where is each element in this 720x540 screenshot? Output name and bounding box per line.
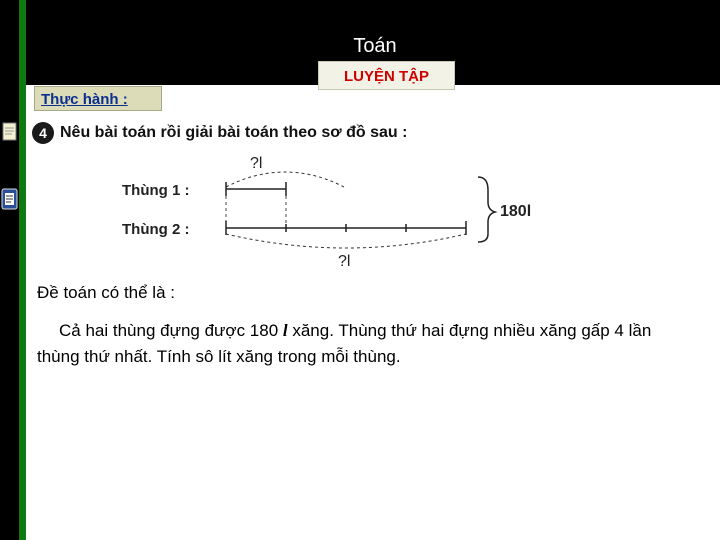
intro-text: Đề toán có thể là : (37, 283, 175, 302)
document-icon[interactable] (1, 188, 18, 210)
total-label: 180l (500, 203, 532, 220)
bottom-unknown-label: ?l (338, 253, 351, 270)
top-brace (226, 172, 344, 187)
unit-symbol: l (282, 321, 288, 340)
practice-label[interactable]: Thực hành : (34, 86, 162, 111)
problem-statement (37, 318, 687, 370)
segment-diagram (110, 150, 570, 275)
left-sidebar (0, 0, 19, 540)
right-brace (478, 177, 495, 242)
section-label: LUYỆN TẬP (318, 61, 455, 90)
thung2-label: Thùng 2 : (122, 221, 190, 238)
bottom-brace (226, 234, 466, 248)
problem-instruction: Nêu bài toán rồi giải bài toán theo sơ đồ sau : (60, 124, 408, 142)
page-title: Toán (353, 35, 397, 57)
thung1-label: Thùng 1 : (122, 182, 190, 199)
top-unknown-label: ?l (250, 155, 263, 172)
problem-number-badge: 4 (32, 122, 54, 144)
green-accent-bar (19, 0, 26, 540)
statement-part-1: Cả hai thùng đựng được 180 (59, 321, 283, 340)
notepad-icon[interactable] (1, 120, 18, 142)
statement-part-2: xăng. Thùng thứ hai đựng nhiều xăng gấp 4 lần thùng thứ nhất. Tính sô lít xăng trong mỗi thùng. (37, 321, 652, 366)
problem-heading (32, 122, 407, 144)
